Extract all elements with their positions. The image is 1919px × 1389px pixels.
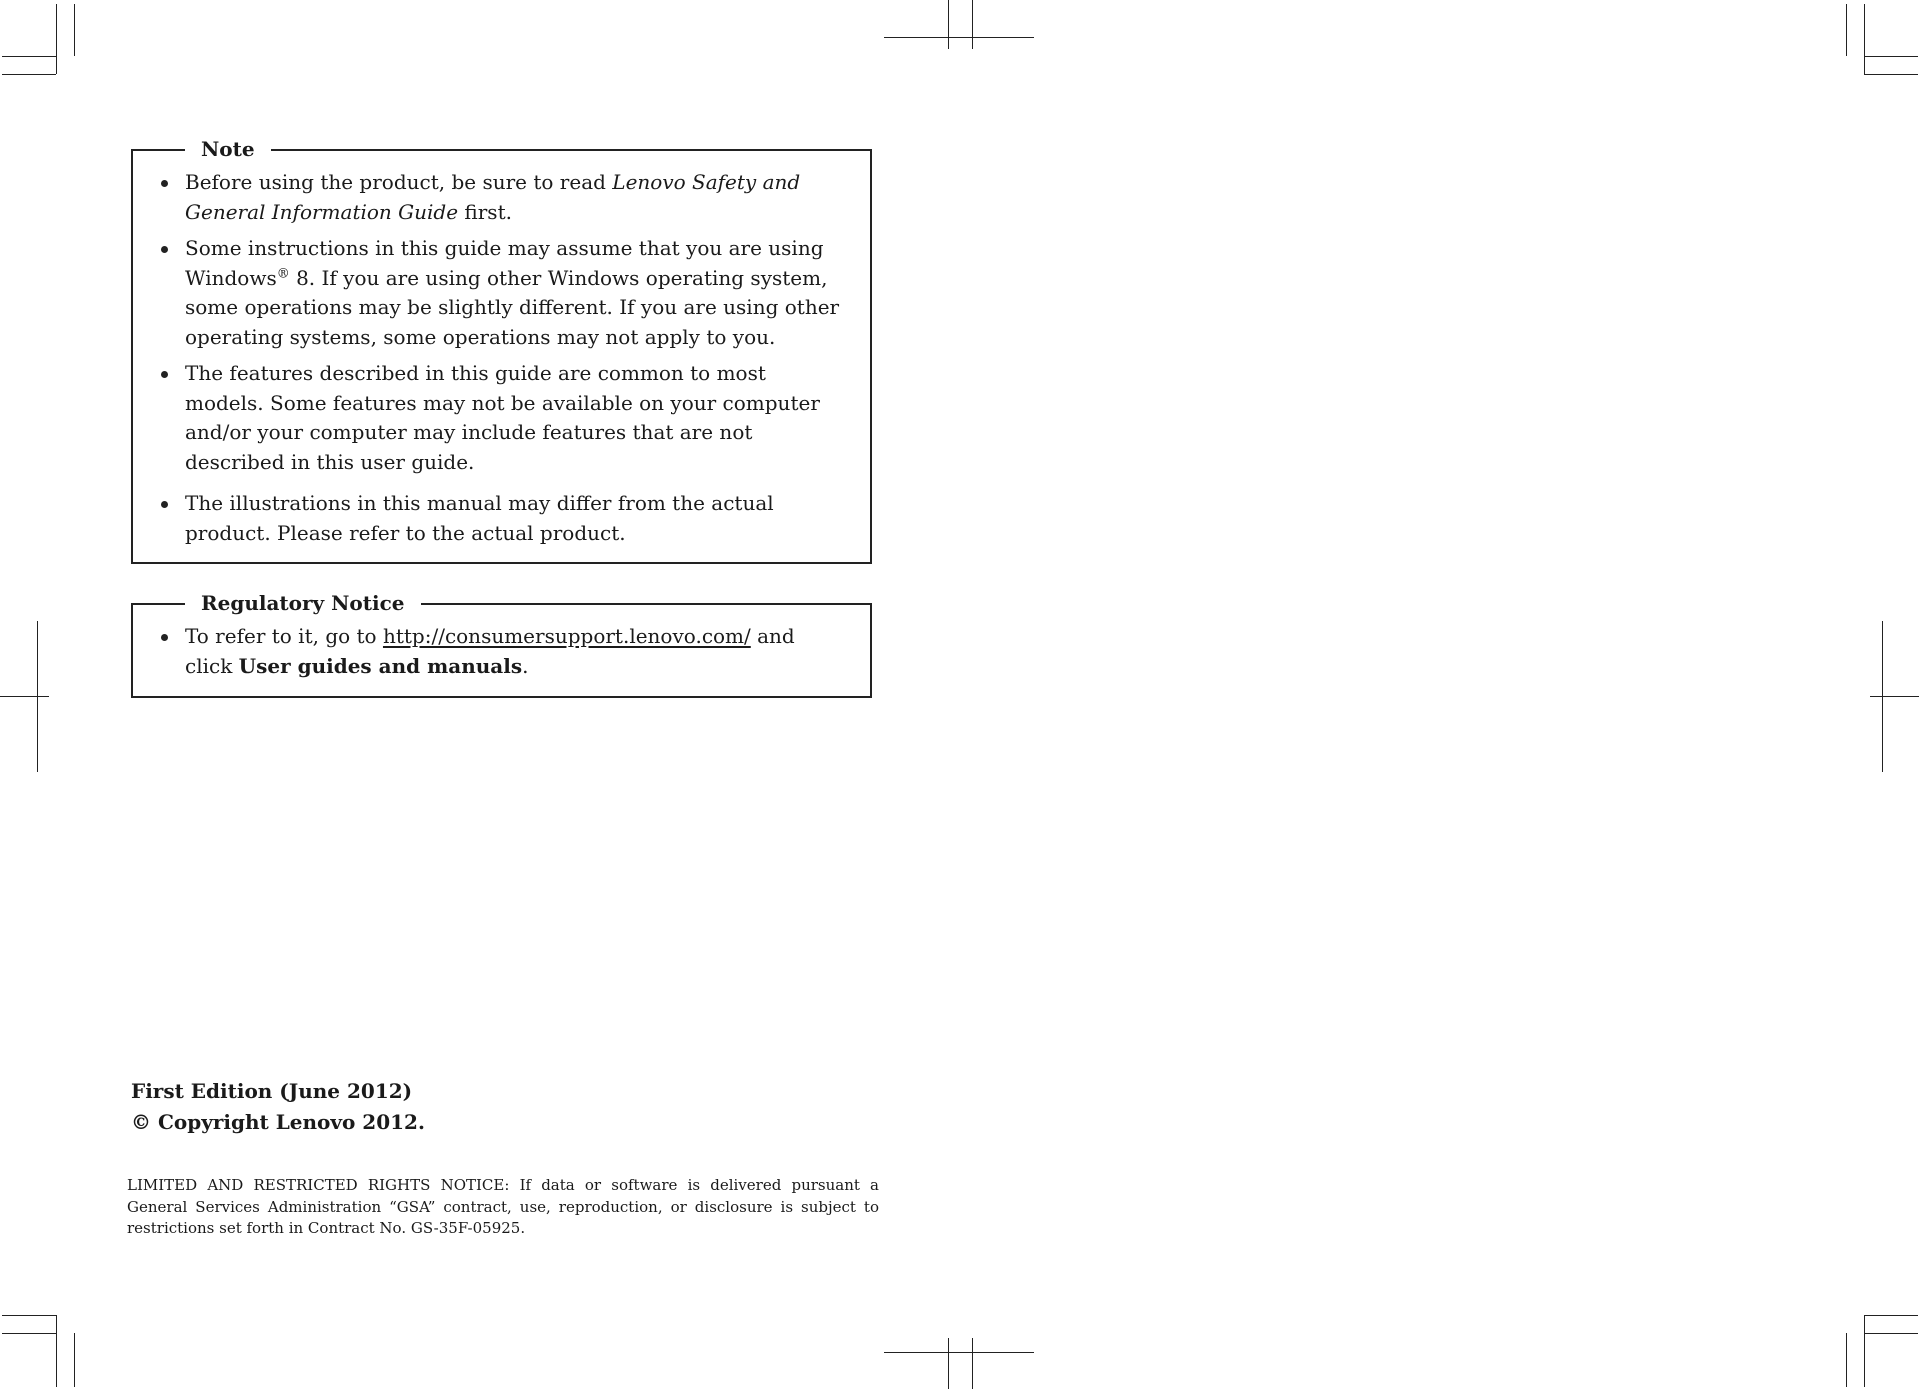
crop-mark — [1864, 56, 1918, 57]
item-text: first. — [458, 199, 512, 224]
user-guides-label: User guides and manuals — [238, 653, 523, 678]
bullet-icon — [161, 634, 168, 641]
crop-mark — [74, 4, 75, 56]
list-item — [133, 622, 870, 681]
crop-mark — [1846, 4, 1847, 56]
bullet-icon — [161, 501, 168, 508]
list-item — [133, 168, 870, 227]
list-item — [133, 359, 870, 477]
item-text: and click — [185, 624, 795, 678]
crop-mark — [948, 1338, 949, 1389]
crop-mark — [1870, 696, 1919, 697]
item-text: Before using the product, be sure to read — [185, 170, 613, 194]
item-text: The illustrations in this manual may differ from the actual product. Please refer to the actual product. — [185, 491, 774, 545]
regulatory-list — [133, 622, 870, 681]
crop-mark — [884, 1352, 1034, 1353]
list-item — [133, 489, 870, 548]
crop-mark — [972, 1338, 973, 1389]
regulatory-title: Regulatory Notice — [185, 589, 421, 617]
crop-mark — [74, 1333, 75, 1387]
rights-notice: LIMITED AND RESTRICTED RIGHTS NOTICE: If data or software is delivered pursuant a General Services Administration “GSA” contract, use, reproduction, or disclosure is subject to restrictions set forth in Contract No. GS-35F-05925. — [127, 1176, 879, 1237]
item-text: To refer to it, go to — [185, 624, 383, 648]
regulatory-box — [131, 591, 872, 698]
note-title: Note — [185, 135, 271, 163]
bullet-icon — [161, 371, 168, 378]
registered-mark: ® — [276, 265, 290, 281]
crop-mark — [1864, 74, 1918, 75]
crop-mark — [56, 1315, 57, 1387]
item-text: The features described in this guide are common to most models. Some features may not be available on your computer and/or your computer may include features that are not described in this user guide. — [185, 361, 820, 474]
crop-mark — [2, 1333, 56, 1334]
crop-mark — [2, 1315, 56, 1316]
crop-mark — [1864, 1315, 1865, 1387]
guide-title: Lenovo Safety and General Information Guide — [185, 170, 801, 224]
crop-mark — [2, 74, 56, 75]
edition-line: First Edition (June 2012) — [131, 1079, 413, 1103]
support-link[interactable]: http://consumersupport.lenovo.com/ — [382, 624, 751, 648]
note-box — [131, 137, 872, 564]
crop-mark — [56, 4, 57, 74]
crop-mark — [1864, 1315, 1918, 1316]
crop-mark — [972, 0, 973, 49]
crop-mark — [948, 0, 949, 49]
crop-mark — [1864, 1333, 1918, 1334]
crop-mark — [1864, 4, 1865, 74]
crop-mark — [2, 56, 56, 57]
edition-block — [131, 1076, 425, 1138]
item-text: . — [522, 653, 529, 678]
list-item — [133, 234, 870, 352]
item-text: Some instructions in this guide may assume that you are using Windows — [185, 236, 824, 290]
crop-mark — [1846, 1333, 1847, 1387]
item-text: 8. If you are using other Windows operating system, some operations may be slightly different. If you are using other operating systems, some operations may not apply to you. — [185, 265, 840, 349]
bullet-icon — [161, 180, 168, 187]
note-list — [133, 168, 870, 548]
copyright-line: © Copyright Lenovo 2012. — [131, 1110, 425, 1134]
crop-mark — [0, 696, 49, 697]
crop-mark — [884, 37, 1034, 38]
bullet-icon — [161, 246, 168, 253]
